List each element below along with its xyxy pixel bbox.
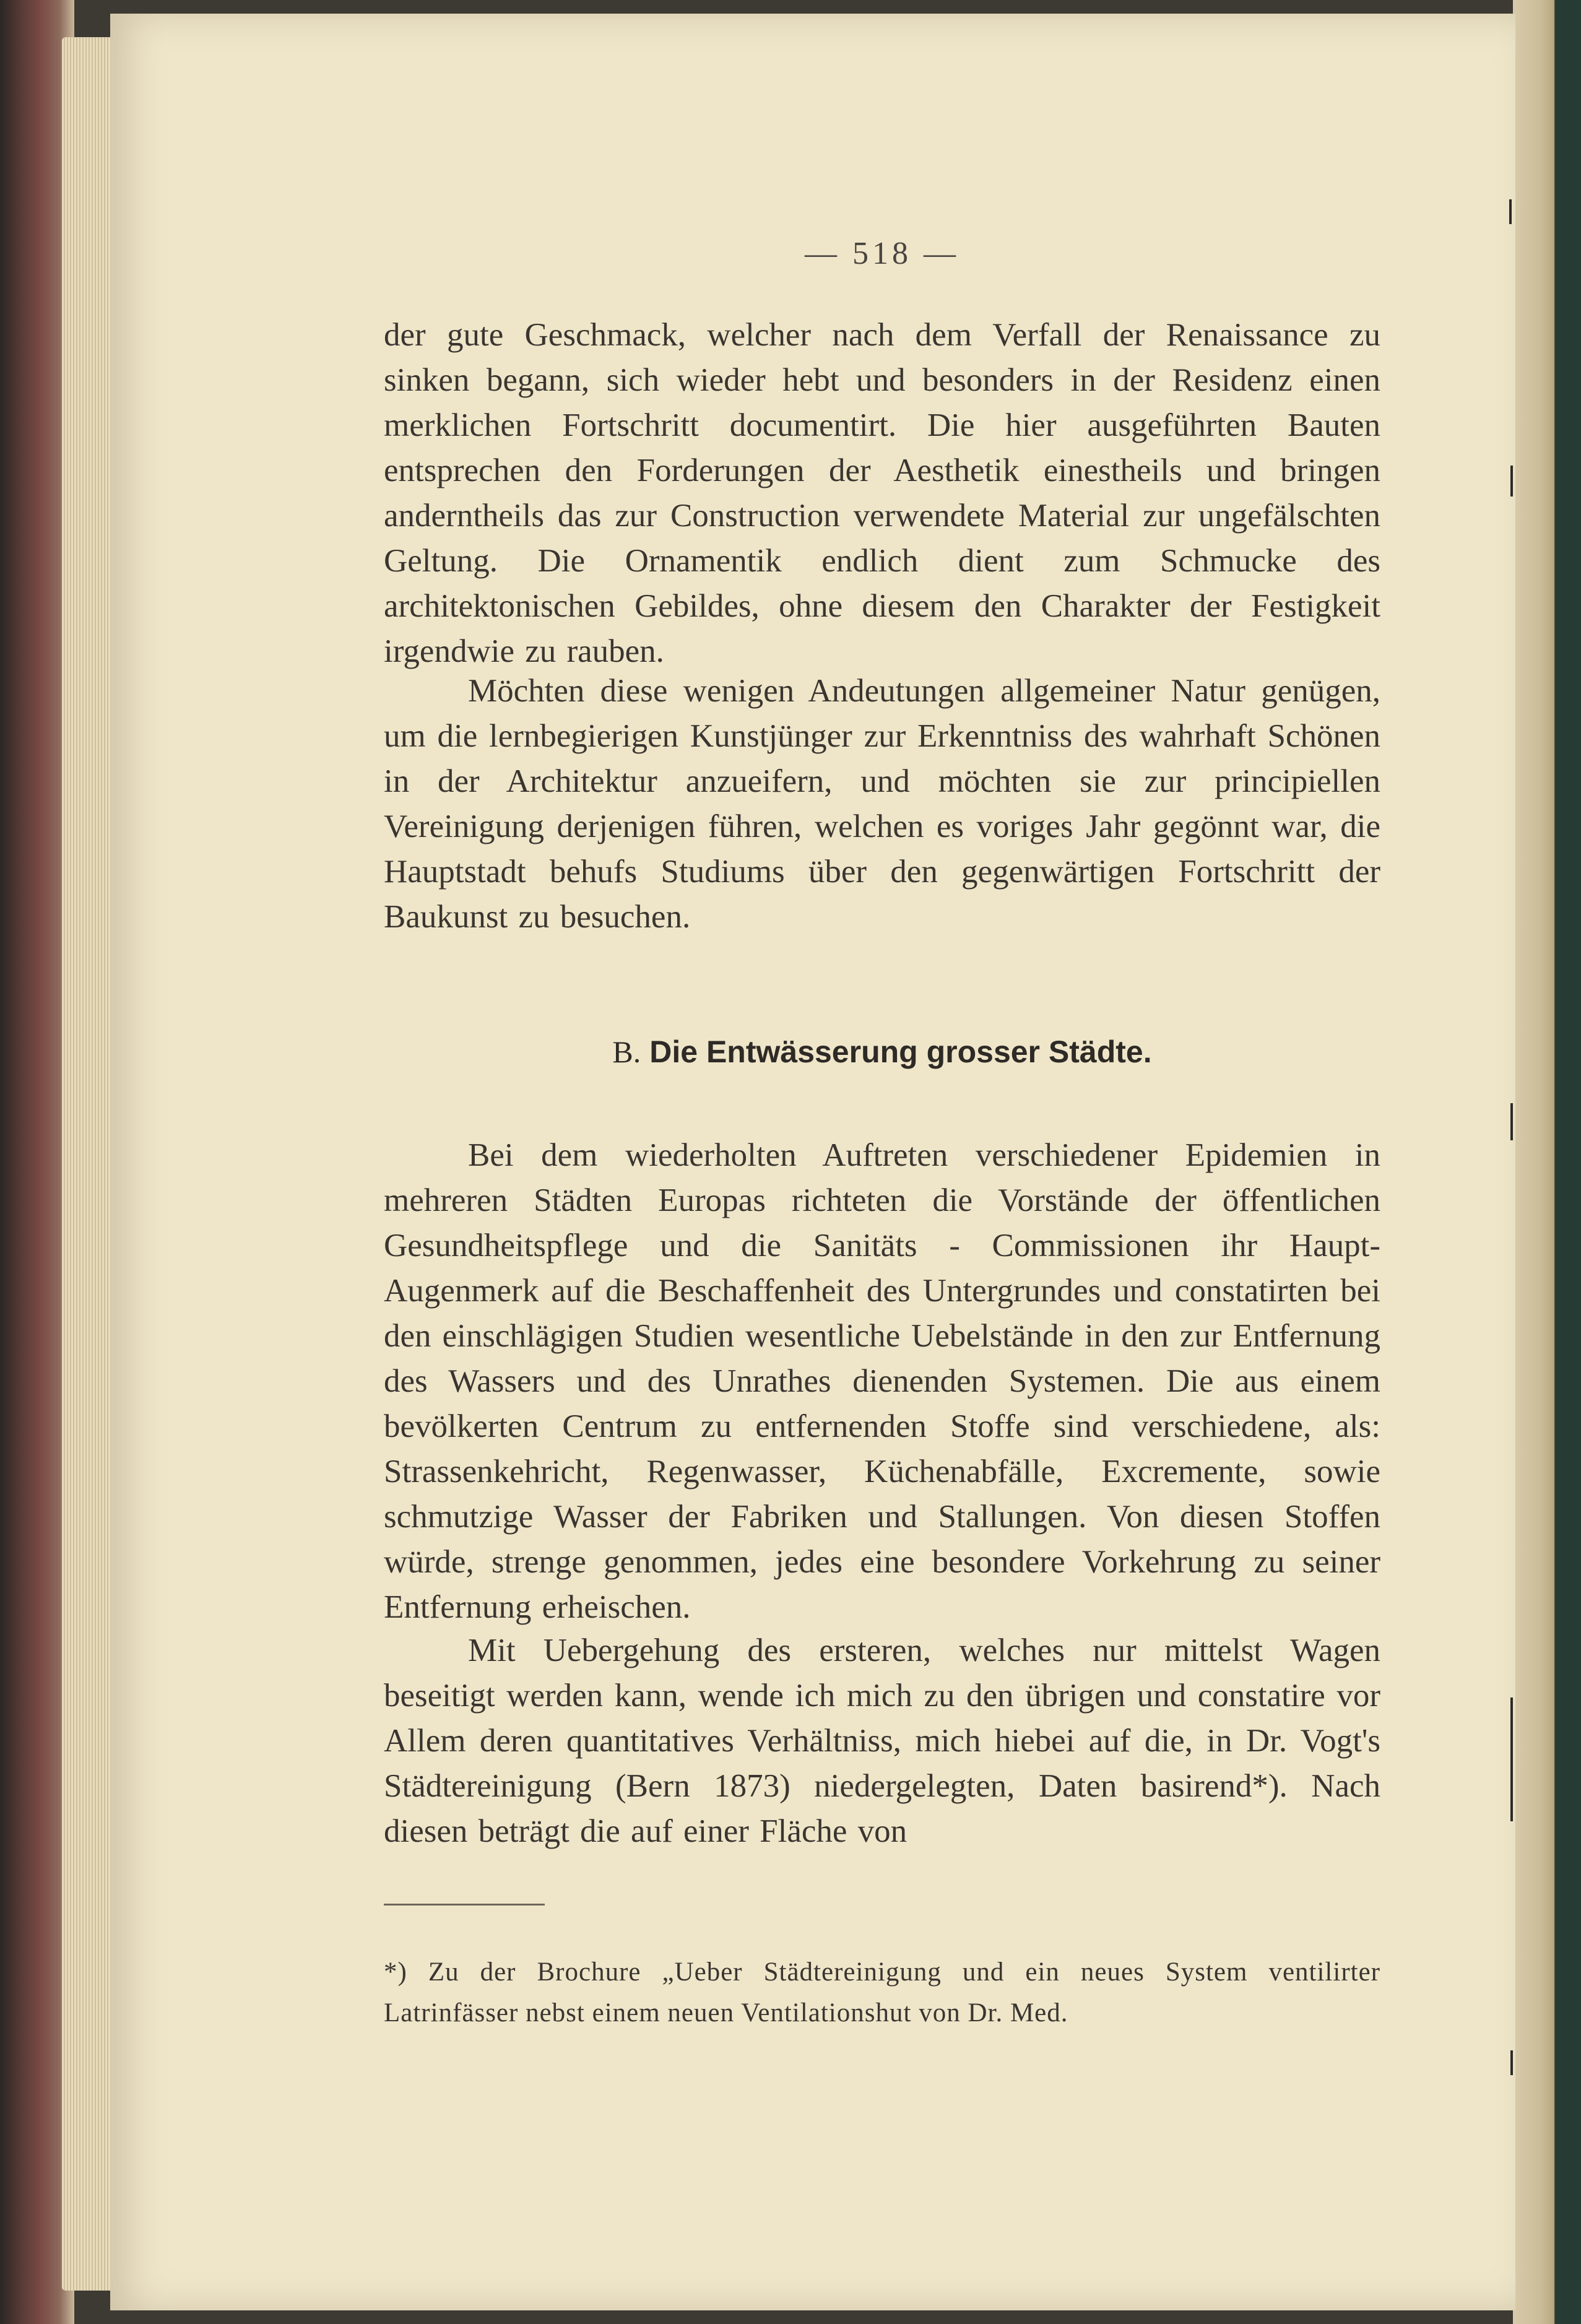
section-title: Die Entwässerung grosser Städte. (649, 1034, 1152, 1069)
section-number: B. (612, 1034, 641, 1069)
page-number: — 518 — (805, 236, 959, 271)
page-edges (62, 37, 118, 2291)
paragraph: der gute Geschmack, welcher nach dem Verfall der Renaissance zu sinken begann, sich wieder hebt und besonders in der Residenz einen merklichen Fortschritt documentirt. Die hier ausgeführten Bauten entsprechen den Forderungen der Aesthetik einestheils und bringen anderntheils das zur Construction verwendete Material zur ungefälschten Geltung. Die Ornamentik endlich dient zum Schmucke des architektonischen Gebildes, ohne diesem den Charakter der Festigkeit irgendwie zu rauben. (384, 317, 1380, 669)
margin-mark (1510, 2050, 1513, 2075)
section-heading (384, 1034, 1380, 1070)
footnote: *) Zu der Brochure „Ueber Städtereinigung und ein neues System ventilirter Latrinfässer nebst einem neuen Ventilationshut von Dr. Med. (384, 1958, 1380, 2027)
paragraph: Möchten diese wenigen Andeutungen allgemeiner Natur genügen, um die lernbegierigen Kunstjünger zur Erkenntniss des wahrhaft Schönen in der Architektur anzueifern, und möchten sie zur principiellen Vereinigung derjenigen führen, welchen es voriges Jahr gegönnt war, die Hauptstadt behufs Studiums über den gegenwärtigen Fortschritt der Baukunst zu besuchen. (384, 673, 1380, 935)
margin-mark (1509, 199, 1512, 224)
margin-mark (1510, 466, 1513, 496)
paragraph: Bei dem wiederholten Auftreten verschiedener Epidemien in mehreren Städten Europas richteten die Vorstände der öffentlichen Gesundheitspflege und die Sanitäts - Commissionen ihr Haupt-Augenmerk auf die Beschaffenheit des Untergrundes und constatirten bei den einschlägigen Studien wesentliche Uebelstände in den zur Entfernung des Wassers und des Unrathes dienenden Systemen. Die aus einem bevölkerten Centrum zu entfernenden Stoffe sind verschiedene, als: Strassenkehricht, Regenwasser, Küchenabfälle, Excremente, sowie schmutzige Wasser der Fabriken und Stallungen. Von diesen Stoffen würde, strenge genommen, jedes eine besondere Vorkehrung zu seiner Entfernung erheischen. (384, 1137, 1380, 1625)
margin-mark (1510, 1697, 1513, 1821)
scan-border (1555, 0, 1581, 2324)
margin-mark (1510, 1103, 1513, 1140)
footnote-rule (384, 1904, 545, 1906)
paragraph: Mit Uebergehung des ersteren, welches nur mittelst Wagen beseitigt werden kann, wende ich mich zu den übrigen und constatire vor Allem deren quantitatives Verhältniss, mich hiebei auf die, in Dr. Vogt's Städtereinigung (Bern 1873) niedergelegten, Daten basirend*). Nach diesen beträgt die auf einer Fläche von (384, 1632, 1380, 1849)
